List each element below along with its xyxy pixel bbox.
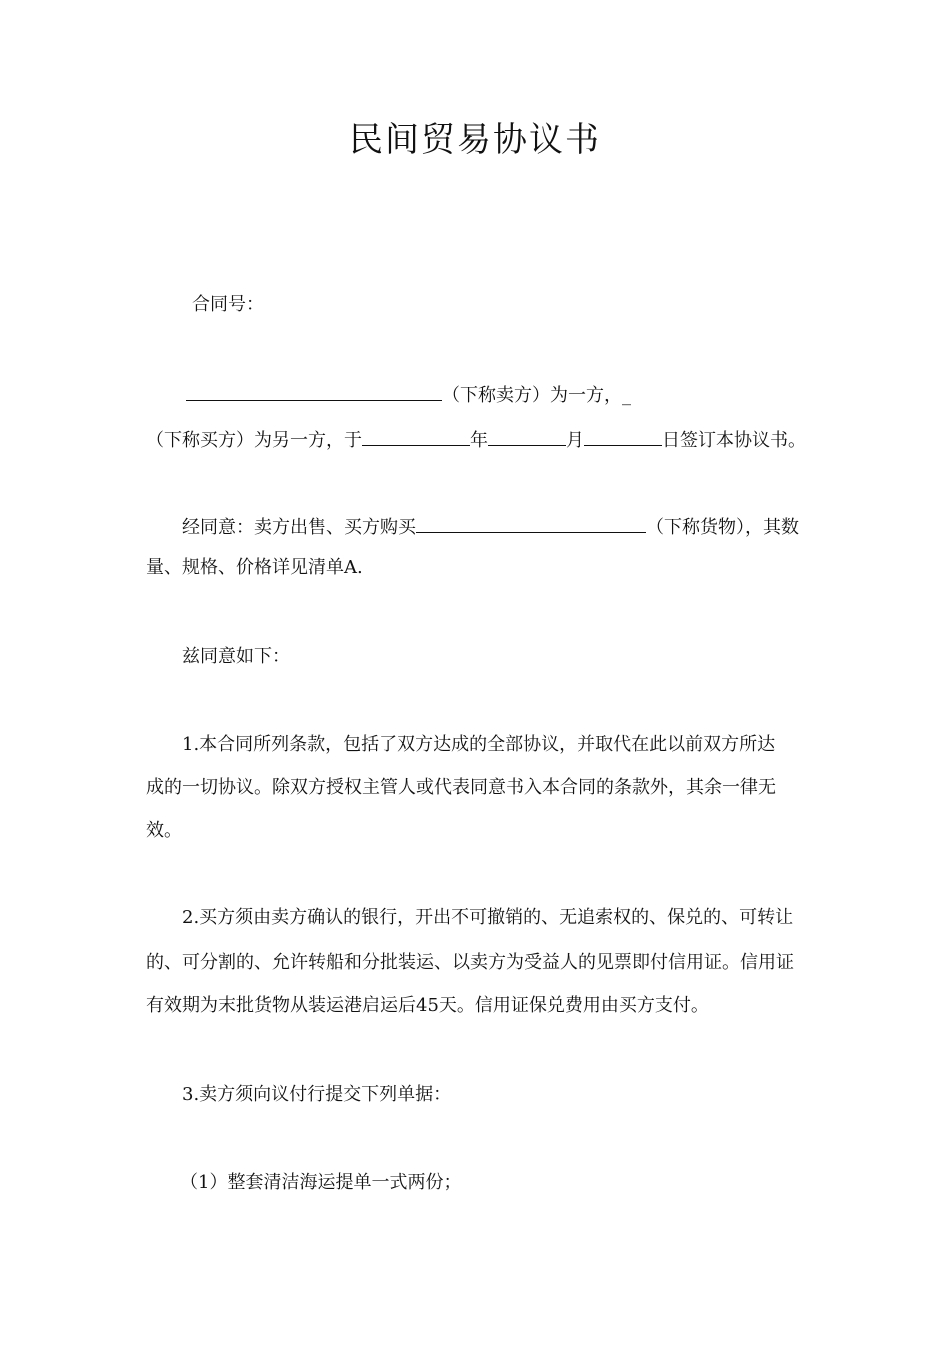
clause-1-line-3: 效。 (146, 820, 182, 841)
parties-line-1 (186, 380, 856, 408)
agree-heading: 兹同意如下： (182, 646, 290, 667)
goods-line-2: 量、规格、价格详见清单A. (146, 557, 363, 578)
buyer-prefix: （下称买方）为另一方，于 (146, 430, 362, 451)
goods-blank[interactable] (416, 512, 646, 533)
clause-1-line-2: 成的一切协议。除双方授权主管人或代表同意书入本合同的条款外，其余一律无 (146, 777, 776, 798)
clause-2-line-3: 有效期为末批货物从装运港启运后45天。信用证保兑费用由买方支付。 (146, 995, 709, 1016)
clause-2-line-1: 2.买方须由卖方确认的银行，开出不可撤销的、无追索权的、保兑的、可转让 (182, 907, 794, 928)
clause-2-line-2: 的、可分割的、允许转船和分批装运、以卖方为受益人的见票即付信用证。信用证 (146, 952, 794, 973)
clause-1-line-1: 1.本合同所列条款，包括了双方达成的全部协议，并取代在此以前双方所达 (182, 734, 776, 755)
goods-prefix: 经同意：卖方出售、买方购买 (182, 517, 416, 538)
month-blank[interactable] (488, 425, 566, 446)
seller-name-blank[interactable] (186, 380, 442, 401)
day-blank[interactable] (584, 425, 662, 446)
clause-3: 3.卖方须向议付行提交下列单据： (182, 1084, 452, 1105)
year-label: 年 (470, 430, 488, 451)
year-blank[interactable] (362, 425, 470, 446)
goods-line-1 (182, 512, 852, 540)
document-title: 民间贸易协议书 (349, 120, 601, 160)
month-label: 月 (566, 430, 584, 451)
parties-line-2 (146, 425, 816, 453)
contract-number-label: 合同号： (192, 294, 264, 315)
trailing-blank: _ (622, 385, 631, 406)
goods-suffix: （下称货物），其数 (646, 517, 799, 538)
seller-suffix: （下称卖方）为一方， (442, 385, 622, 406)
day-sign-label: 日签订本协议书。 (662, 430, 806, 451)
clause-3-item-1: （1）整套清洁海运提单一式两份； (180, 1172, 462, 1193)
